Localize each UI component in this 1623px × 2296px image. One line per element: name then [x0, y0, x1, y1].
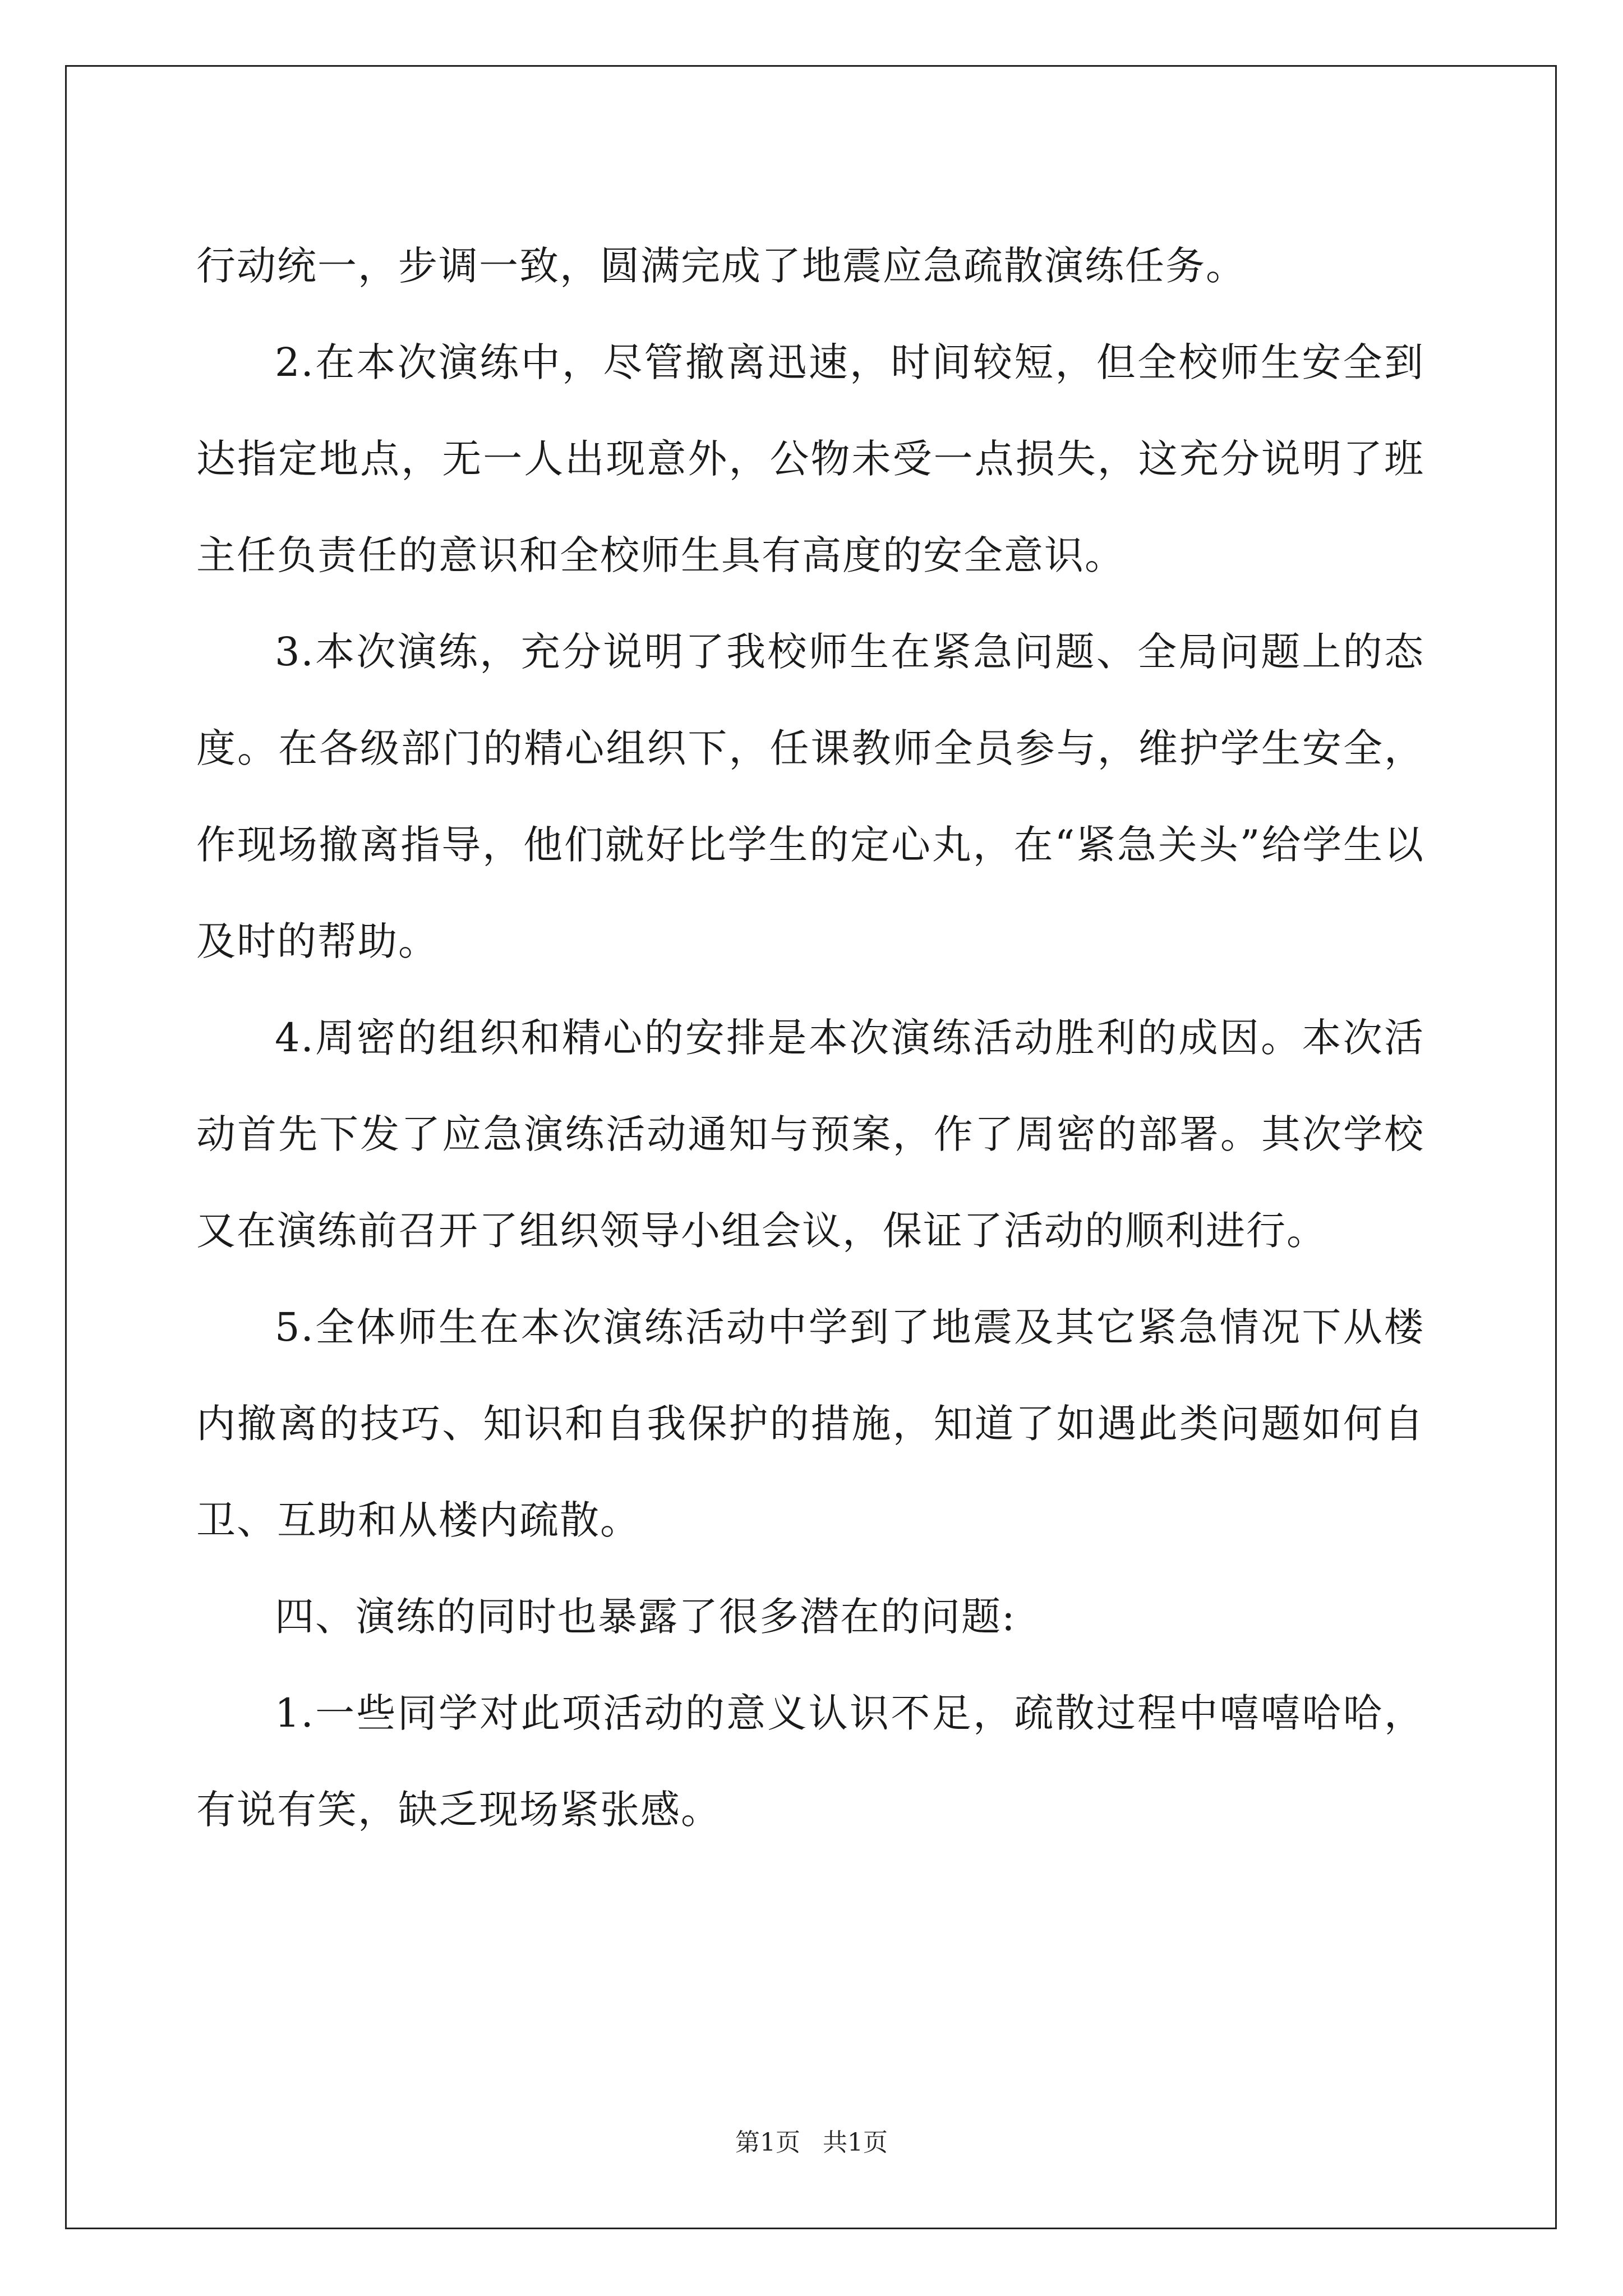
- paragraph-item-4: 4.周密的组织和精心的安排是本次演练活动胜利的成因。本次活动首先下发了应急演练活动通知与预案，作了周密的部署。其次学校又在演练前召开了组织领导小组会议，保证了活动的顺利进行。: [196, 1015, 1424, 1254]
- paragraph-continuation: 行动统一，步调一致，圆满完成了地震应急疏散演练任务。: [196, 243, 1246, 289]
- document-body: [196, 218, 1424, 1858]
- paragraph-item-3: 3.本次演练，充分说明了我校师生在紧急问题、全局问题上的态度。在各级部门的精心组织下，任课教师全员参与，维护学生安全，作现场撤离指导，他们就好比学生的定心丸，在“紧急关头”给学生以及时的帮助。: [196, 629, 1424, 964]
- page-total: 共1页: [823, 2128, 888, 2157]
- page-number: 第1页: [735, 2128, 800, 2157]
- paragraph-problem-1: 1.一些同学对此项活动的意义认识不足，疏散过程中嘻嘻哈哈，有说有笑，缺乏现场紧张感。: [196, 1690, 1424, 1833]
- section-heading-problems: 四、演练的同时也暴露了很多潜在的问题:: [275, 1594, 1016, 1640]
- paragraph-item-5: 5.全体师生在本次演练活动中学到了地震及其它紧急情况下从楼内撤离的技巧、知识和自我保护的措施，知道了如遇此类问题如何自卫、互助和从楼内疏散。: [196, 1304, 1424, 1543]
- paragraph-item-2: 2.在本次演练中，尽管撤离迅速，时间较短，但全校师生安全到达指定地点，无一人出现意外，公物未受一点损失，这充分说明了班主任负责任的意识和全校师生具有高度的安全意识。: [196, 339, 1424, 578]
- page-footer: [0, 2126, 1623, 2160]
